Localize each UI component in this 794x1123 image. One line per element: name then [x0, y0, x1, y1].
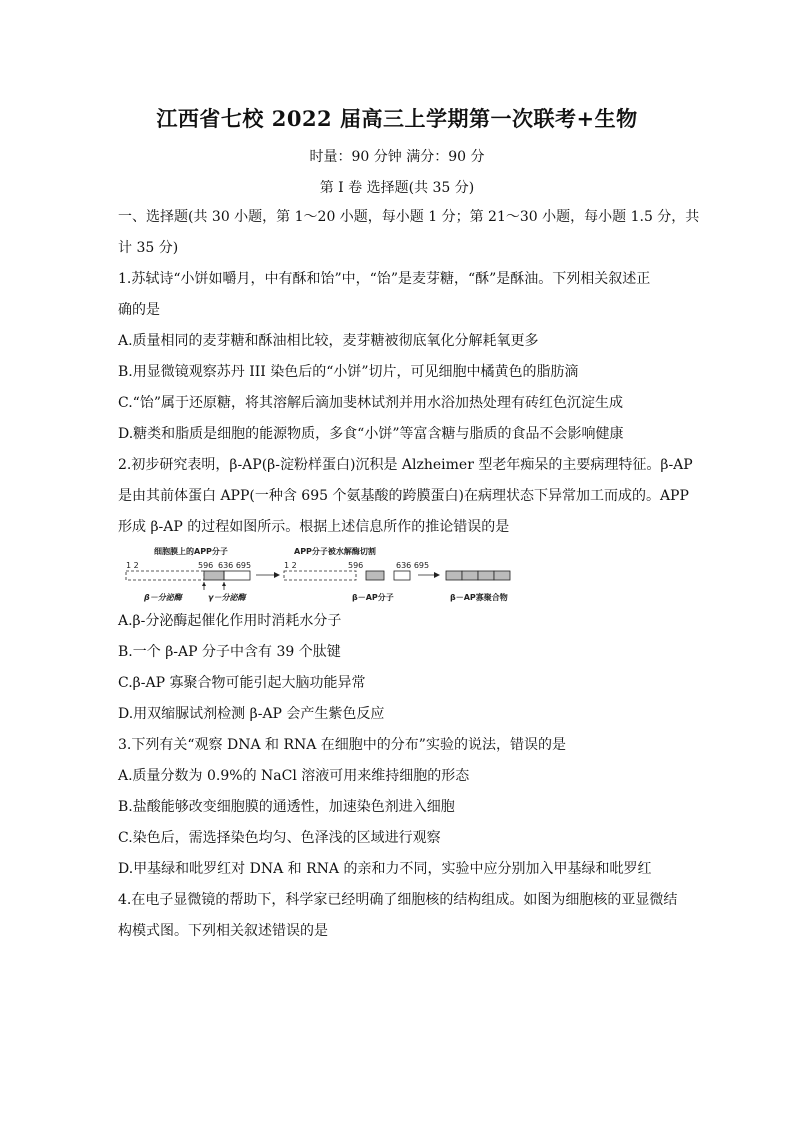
instructions-line-1: 一、选择题(共 30 小题，第 1～20 小题，每小题 1 分；第 21～30 小题，每小题 1.5 分，共	[118, 209, 700, 225]
q1-option-a: A.质量相同的麦芽糖和酥油相比较，麦芽糖被彻底氧化分解耗氧更多	[118, 333, 539, 349]
q2-option-a: A.β-分泌酶起催化作用时消耗水分子	[118, 613, 342, 629]
label-bap-molecule: β－AP分子	[352, 593, 394, 602]
label-596-left: 596	[198, 561, 214, 570]
time-score: 时量：90 分钟 满分：90 分	[309, 149, 485, 165]
app-left-segment-end	[224, 571, 250, 580]
label-app-cut: APP分子被水解酶切割	[294, 547, 376, 556]
q3-stem: 3.下列有关“观察 DNA 和 RNA 在细胞中的分布”实验的说法，错误的是	[118, 737, 566, 753]
fragment-c-terminal	[394, 571, 410, 580]
q1-option-c: C.“饴”属于还原糖，将其溶解后滴加斐林试剂并用水浴加热处理有砖红色沉淀生成	[118, 395, 623, 411]
q3-option-a: A.质量分数为 0.9%的 NaCl 溶液可用来维持细胞的形态	[118, 768, 470, 784]
oligomer-unit-2	[462, 571, 478, 580]
q3-option-c: C.染色后，需选择染色均匀、色泽浅的区域进行观察	[118, 830, 441, 846]
q1-option-b: B.用显微镜观察苏丹 III 染色后的“小饼”切片，可见细胞中橘黄色的脂肪滴	[118, 364, 579, 380]
q2-option-b: B.一个 β-AP 分子中含有 39 个肽键	[118, 644, 341, 660]
q3-option-b: B.盐酸能够改变细胞膜的通透性，加速染色剂进入细胞	[118, 799, 455, 815]
exam-title: 江西省七校 2022 届高三上学期第一次联考+生物	[156, 106, 638, 131]
label-636-695-left: 636 695	[218, 561, 252, 570]
q2-stem-1: 2.初步研究表明，β-AP(β-淀粉样蛋白)沉积是 Alzheimer 型老年痴呆的主要病理特征。β-AP	[118, 457, 693, 473]
app-cleavage-diagram	[118, 545, 558, 605]
gamma-cut-arrowhead	[222, 582, 226, 586]
oligomer-unit-4	[494, 571, 510, 580]
oligomer-unit-3	[478, 571, 494, 580]
q1-stem-1: 1.苏轼诗“小饼如嚼月，中有酥和饴”中，“饴”是麦芽糖，“酥”是酥油。下列相关叙述正	[118, 271, 651, 287]
q1-option-d: D.糖类和脂质是细胞的能源物质，多食“小饼”等富含糖与脂质的食品不会影响健康	[118, 426, 624, 442]
app-left-segment-bap	[204, 571, 224, 580]
label-596-right: 596	[348, 561, 364, 570]
label-beta-secretase: β－分泌酶	[144, 593, 182, 602]
q1-stem-2: 确的是	[118, 302, 160, 318]
q2-option-c: C.β-AP 寡聚合物可能引起大脑功能异常	[118, 675, 366, 691]
q2-stem-2: 是由其前体蛋白 APP(一种含 695 个氨基酸的跨膜蛋白)在病理状态下异常加工而成的。APP	[118, 488, 689, 504]
process-arrowhead-2	[434, 572, 440, 578]
label-1-2-right: 1 2	[284, 561, 297, 570]
label-bap-oligomer: β－AP寡聚合物	[450, 593, 508, 602]
q3-option-d: D.甲基绿和吡罗红对 DNA 和 RNA 的亲和力不同，实验中应分别加入甲基绿和吡罗红	[118, 861, 652, 877]
q2-stem-3: 形成 β-AP 的过程如图所示。根据上述信息所作的推论错误的是	[118, 519, 510, 535]
q4-stem-2: 构模式图。下列相关叙述错误的是	[118, 923, 328, 939]
process-arrowhead-1	[274, 572, 280, 578]
q2-option-d: D.用双缩脲试剂检测 β-AP 会产生紫色反应	[118, 706, 385, 722]
section-heading: 第 I 卷 选择题(共 35 分)	[319, 180, 475, 196]
oligomer-unit-1	[446, 571, 462, 580]
beta-cut-arrowhead	[202, 582, 206, 586]
label-1-2-left: 1 2	[126, 561, 139, 570]
instructions-line-2: 计 35 分)	[118, 240, 179, 256]
label-membrane-app: 细胞膜上的APP分子	[154, 547, 228, 556]
label-gamma-secretase: γ－分泌酶	[208, 593, 246, 602]
fragment-n-terminal	[284, 571, 356, 580]
label-636-695-right: 636 695	[396, 561, 430, 570]
fragment-bap	[366, 571, 384, 580]
q4-stem-1: 4.在电子显微镜的帮助下，科学家已经明确了细胞核的结构组成。如图为细胞核的亚显微结	[118, 892, 678, 908]
app-left-segment-dashed	[126, 571, 204, 580]
